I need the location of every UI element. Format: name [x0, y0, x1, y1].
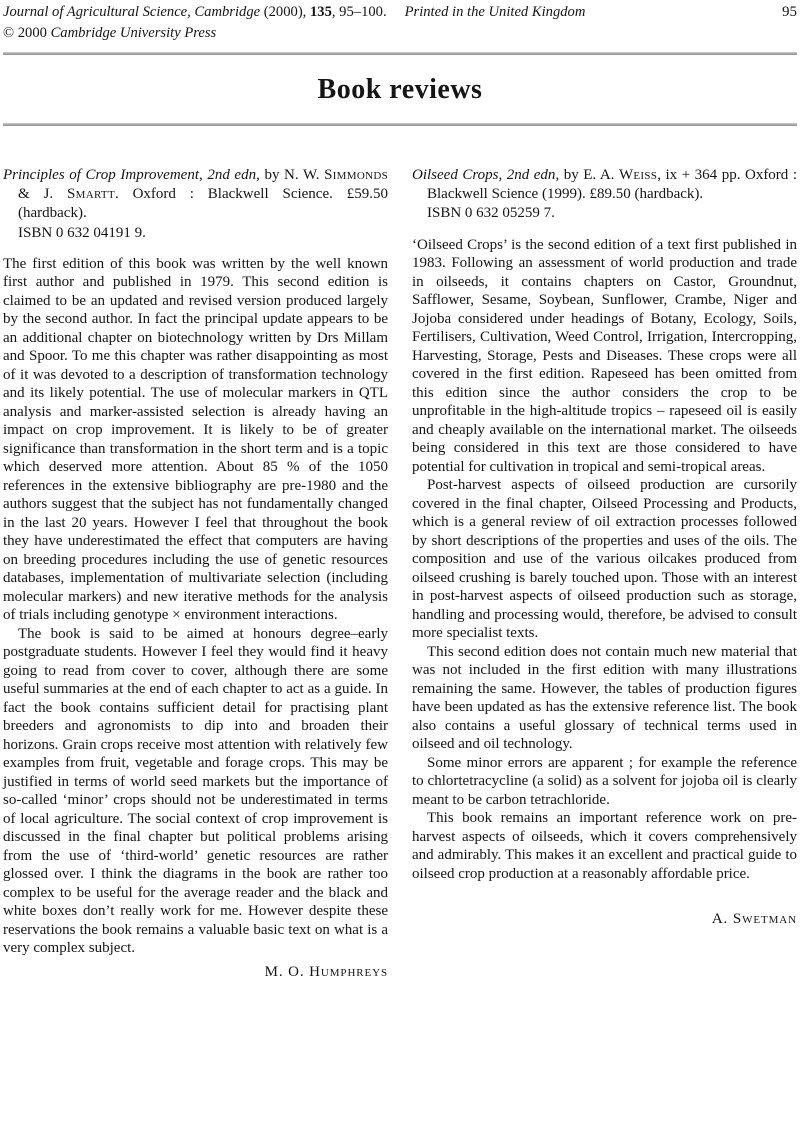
running-head — [3, 0, 797, 44]
reviewer-signature: M. O. Humphreys — [264, 963, 388, 980]
review-column-left — [3, 166, 388, 981]
review-columns — [3, 166, 797, 981]
author-name: Smartt — [66, 186, 115, 203]
volume-number: 135 — [309, 4, 332, 20]
publisher-name: Cambridge University Press — [50, 25, 217, 41]
author-name: Weiss — [618, 167, 658, 183]
reviewer-signature: A. Swetman — [711, 911, 797, 928]
isbn-line: ISBN 0 632 05259 7. — [427, 205, 555, 222]
citation-by: , by E. A. — [555, 167, 619, 183]
author-name: Simmonds — [324, 167, 388, 183]
journal-title: Journal of Agricultural Science, Cambridge — [3, 4, 261, 20]
horizontal-rule-under-title — [3, 123, 797, 126]
running-head-left — [3, 2, 585, 44]
printed-note: Printed in the United Kingdom — [404, 4, 586, 20]
book-title: Oilseed Crops, 2nd edn — [412, 167, 556, 183]
review-paragraph: Post-harvest aspects of oilseed production are cursorily covered in the final chapter, Oilseed Processing and Products, which is a general review of oil extraction processes followed by short descriptions of the properties and uses of the oils. The composition and use of the various oilcakes produced from oilseed crushing is barely touched upon. Those with an interest in post-harvest aspects of oilseed production such as storage, handling and processing would, therefore, be advised to consult more specialist texts. — [412, 477, 797, 642]
review-paragraph: The book is said to be aimed at honours degree–early postgraduate students. However I feel they would find it heavy going to read from cover to cover, although there are some useful summaries at the end of each chapter to act as a guide. In fact the book contains sufficient detail for practising plant breeders and agronomists to dip into and broaden their horizons. Grain crops receive most attention with relatively few examples from fruit, vegetable and forage crops. This may be justified in terms of world seed markets but the importance of so-called ‘minor’ crops should not be underestimated in terms of local agriculture. The social context of crop improvement is discussed in the final chapter but political problems arising from the use of ‘third-world’ genetic resources are rather glossed over. I think the diagrams in the book are rather too complex to be useful for the average reader and the black and white boxes don’t really work for me. However despite these reservations the book remains a valuable basic text on what is a very complex subject. — [3, 625, 388, 957]
citation-publisher-price: . Oxford : Blackwell Science. £59.50 (hardback). — [18, 186, 388, 222]
citation-publisher-price: , ix + 364 pp. Oxford : Blackwell Science (1999). £89.50 (hardback). — [427, 167, 797, 203]
horizontal-rule-top — [3, 52, 797, 55]
citation-joiner: & J. — [18, 186, 67, 203]
review-paragraph: This book remains an important reference work on pre-harvest aspects of oilseeds, which it covers comprehensively and admirably. This makes it an excellent and practical guide to oilseed crop production at a reasonably affordable price. — [412, 810, 797, 882]
section-title: Book reviews — [317, 74, 483, 105]
review-paragraph: ‘Oilseed Crops’ is the second edition of a text first published in 1983. Following an assessment of world production and trade in oilseeds, it contains chapters on Castor, Groundnut, Safflower, Sesame, Soybean, Sunflower, Crambe, Niger and Jojoba considered under headings of Botany, Ecology, Soils, Fertilisers, Cultivation, Weed Control, Irrigation, Intercropping, Harvesting, Storage, Pests and Diseases. These crops were all covered in the first edition. Rapeseed has been omitted from this edition since the author considers the crop to be unprofitable in the high-altitude tropics – rapeseed oil is easily and cheaply available on the international market. The oilseeds being considered in this text are those considered to have potential for cultivation in tropical and semi-tropical areas. — [412, 236, 797, 475]
book-title: Principles of Crop Improvement, 2nd edn — [3, 167, 257, 183]
citation-by: , by N. W. — [256, 167, 325, 183]
review-paragraph: The first edition of this book was written by the well known first author and published in 1979. This second edition is claimed to be an updated and revised version produced largely by the second author. In fact the principal update appears to be an additional chapter on biotechnology written by Drs Millam and Spoor. To me this chapter was rather disappointing as most of it was devoted to a description of transformation technology and its likely potential. The use of molecular markers in QTL analysis and marker-assisted selection is already having an impact on crop improvement. It is likely to be of greater significance than transformation in the short term and is a topic which deserved more attention. About 85 % of the 1050 references in the extensive bibliography are pre-1980 and the authors suggest that the subject has not fundamentally changed in the last 20 years. However I feel that throughout the book they have underestimated the effect that computers are having on breeding procedures including the use of genetic resources databases, implementation of multivariate selection (including molecular markers) and new iterative methods for the analysis of trials including genotype × environment interactions. — [3, 255, 388, 624]
journal-citation-line — [3, 2, 585, 23]
issue-info: (2000), — [260, 4, 310, 20]
review-paragraph: Some minor errors are apparent ; for example the reference to chlortetracycline (a solid) as a solvent for jojoba oil is clearly meant to be carbon tetrachloride. — [412, 754, 797, 808]
isbn-line: ISBN 0 632 04191 9. — [18, 224, 146, 241]
copyright-line — [3, 23, 585, 44]
page-range: , 95–100. — [331, 4, 387, 20]
review-column-right — [412, 166, 797, 981]
review-paragraph: This second edition does not contain much new material that was not included in the first edition with many illustrations remaining the same. However, the tables of production figures have been updated as has the extensive reference list. The book also contains a useful glossary of technical terms used in oilseed and oil technology. — [412, 643, 797, 753]
copyright-prefix: © 2000 — [3, 25, 51, 41]
page-number: 95 — [782, 4, 797, 20]
book-citation — [412, 166, 797, 224]
book-citation — [3, 166, 388, 243]
